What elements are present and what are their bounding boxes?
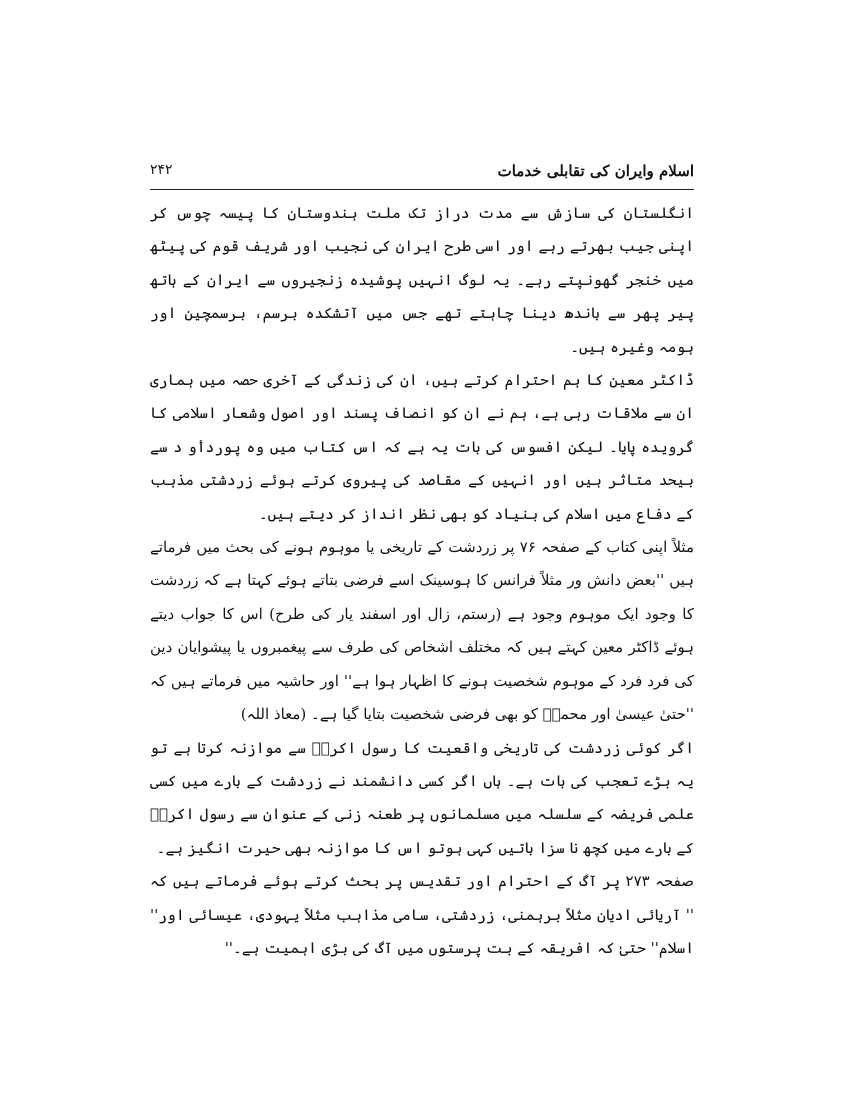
paragraph: اگر کوئی زردشت کی تاریخی واقعیت کا رسول اکرمؐ سے موازنہ کرتا ہے تو یہ بڑے تعجب کی بات ہے۔ ہاں اگر کسی دانشمند نے زردشت کے بارے میں کسی علمی فریضہ کے سلسلہ میں مسلمانوں پر طعنہ زنی کے عنوان سے رسول اکرمؐ کے بارے میں کچھ نا سزا باتیں کہی ہوتو اس کا موازنہ بھی حیرت انگیز ہے۔ — [150, 738, 694, 857]
running-title: اسلام وایران کی تقابلی خدمات — [497, 162, 694, 180]
body-text — [150, 197, 694, 965]
header-rule — [150, 189, 694, 190]
paragraph: انگلستان کی سازش سے مدت دراز تک ملت ہندوستان کا پیسہ چوس کر اپنی جیب بھرتے رہے اور اسی طرح ایران کی نجیب اور شریف قوم کی پیٹھ میں خنجر گھونپتے رہے۔ یہ لوگ انہیں پوشیدہ زنجیروں سے ایران کے ہاتھ پیر پھر سے باندھ دینا چاہتے تھے جس میں آتشکدہ برسم، برسمچین اور ہومہ وغیرہ ہیں۔ — [150, 204, 694, 356]
paragraph: ڈاکٹر معین کا ہم احترام کرتے ہیں، ان کی زندگی کے آخری حصہ میں ہماری ان سے ملاقات رہی ہے، ہم نے ان کو انصاف پسند اور اصول وشعار اسلامی کا گرویدہ پایا۔ لیکن افسوس کی بات یہ ہے کہ اس کتاب میں وہ پوردأو د سے بیحد متاثر ہیں اور انہیں کے مقاصد کی پیروی کرتے ہوئے زردشتی مذہب کے دفاع میں اسلام کی بنیاد کو بھی نظر انداز کر دیتے ہیں۔ — [150, 371, 694, 523]
page-number: ۲۴۲ — [150, 162, 173, 178]
paragraph: صفحہ ۲۷۳ پر آگ کے احترام اور تقدیس پر بحث کرتے ہوئے فرماتے ہیں کہ '' آریائی ادیان مثلاً برہمنی، زردشتی، سامی مذاہب مثلاً یہودی، عیسائی اور'' اسلام'' حتیٰ کہ افریقہ کے بت پرستوں میں آگ کی بڑی اہمیت ہے۔'' — [150, 872, 694, 957]
paragraph: مثلاً اپنی کتاب کے صفحہ ۷۶ پر زردشت کے تاریخی یا موہوم ہونے کی بحث میں فرماتے ہیں ''بعض دانش ور مثلاً فرانس کا ہوسینک اسے فرضی بتاتے ہوئے کہتا ہے کہ زردشت کا وجود ایک موہوم وجود ہے (رستم، زال اور اسفند یار کی طرح) اس کا جواب دیتے ہوئے ڈاکٹر معین کہتے ہیں کہ مختلف اشخاص کی طرف سے پیغمبروں یا پیشوایان دین کی فرد فرد کے موہوم شخصیت ہونے کا اظہار ہوا ہے'' اور حاشیہ میں فرماتے ہیں کہ ''حتیٰ عیسیٰ اور محمدؐ کو بھی فرضی شخصیت بتایا گیا ہے۔ (معاذ اللہ) — [150, 538, 694, 724]
page-header — [150, 162, 694, 188]
